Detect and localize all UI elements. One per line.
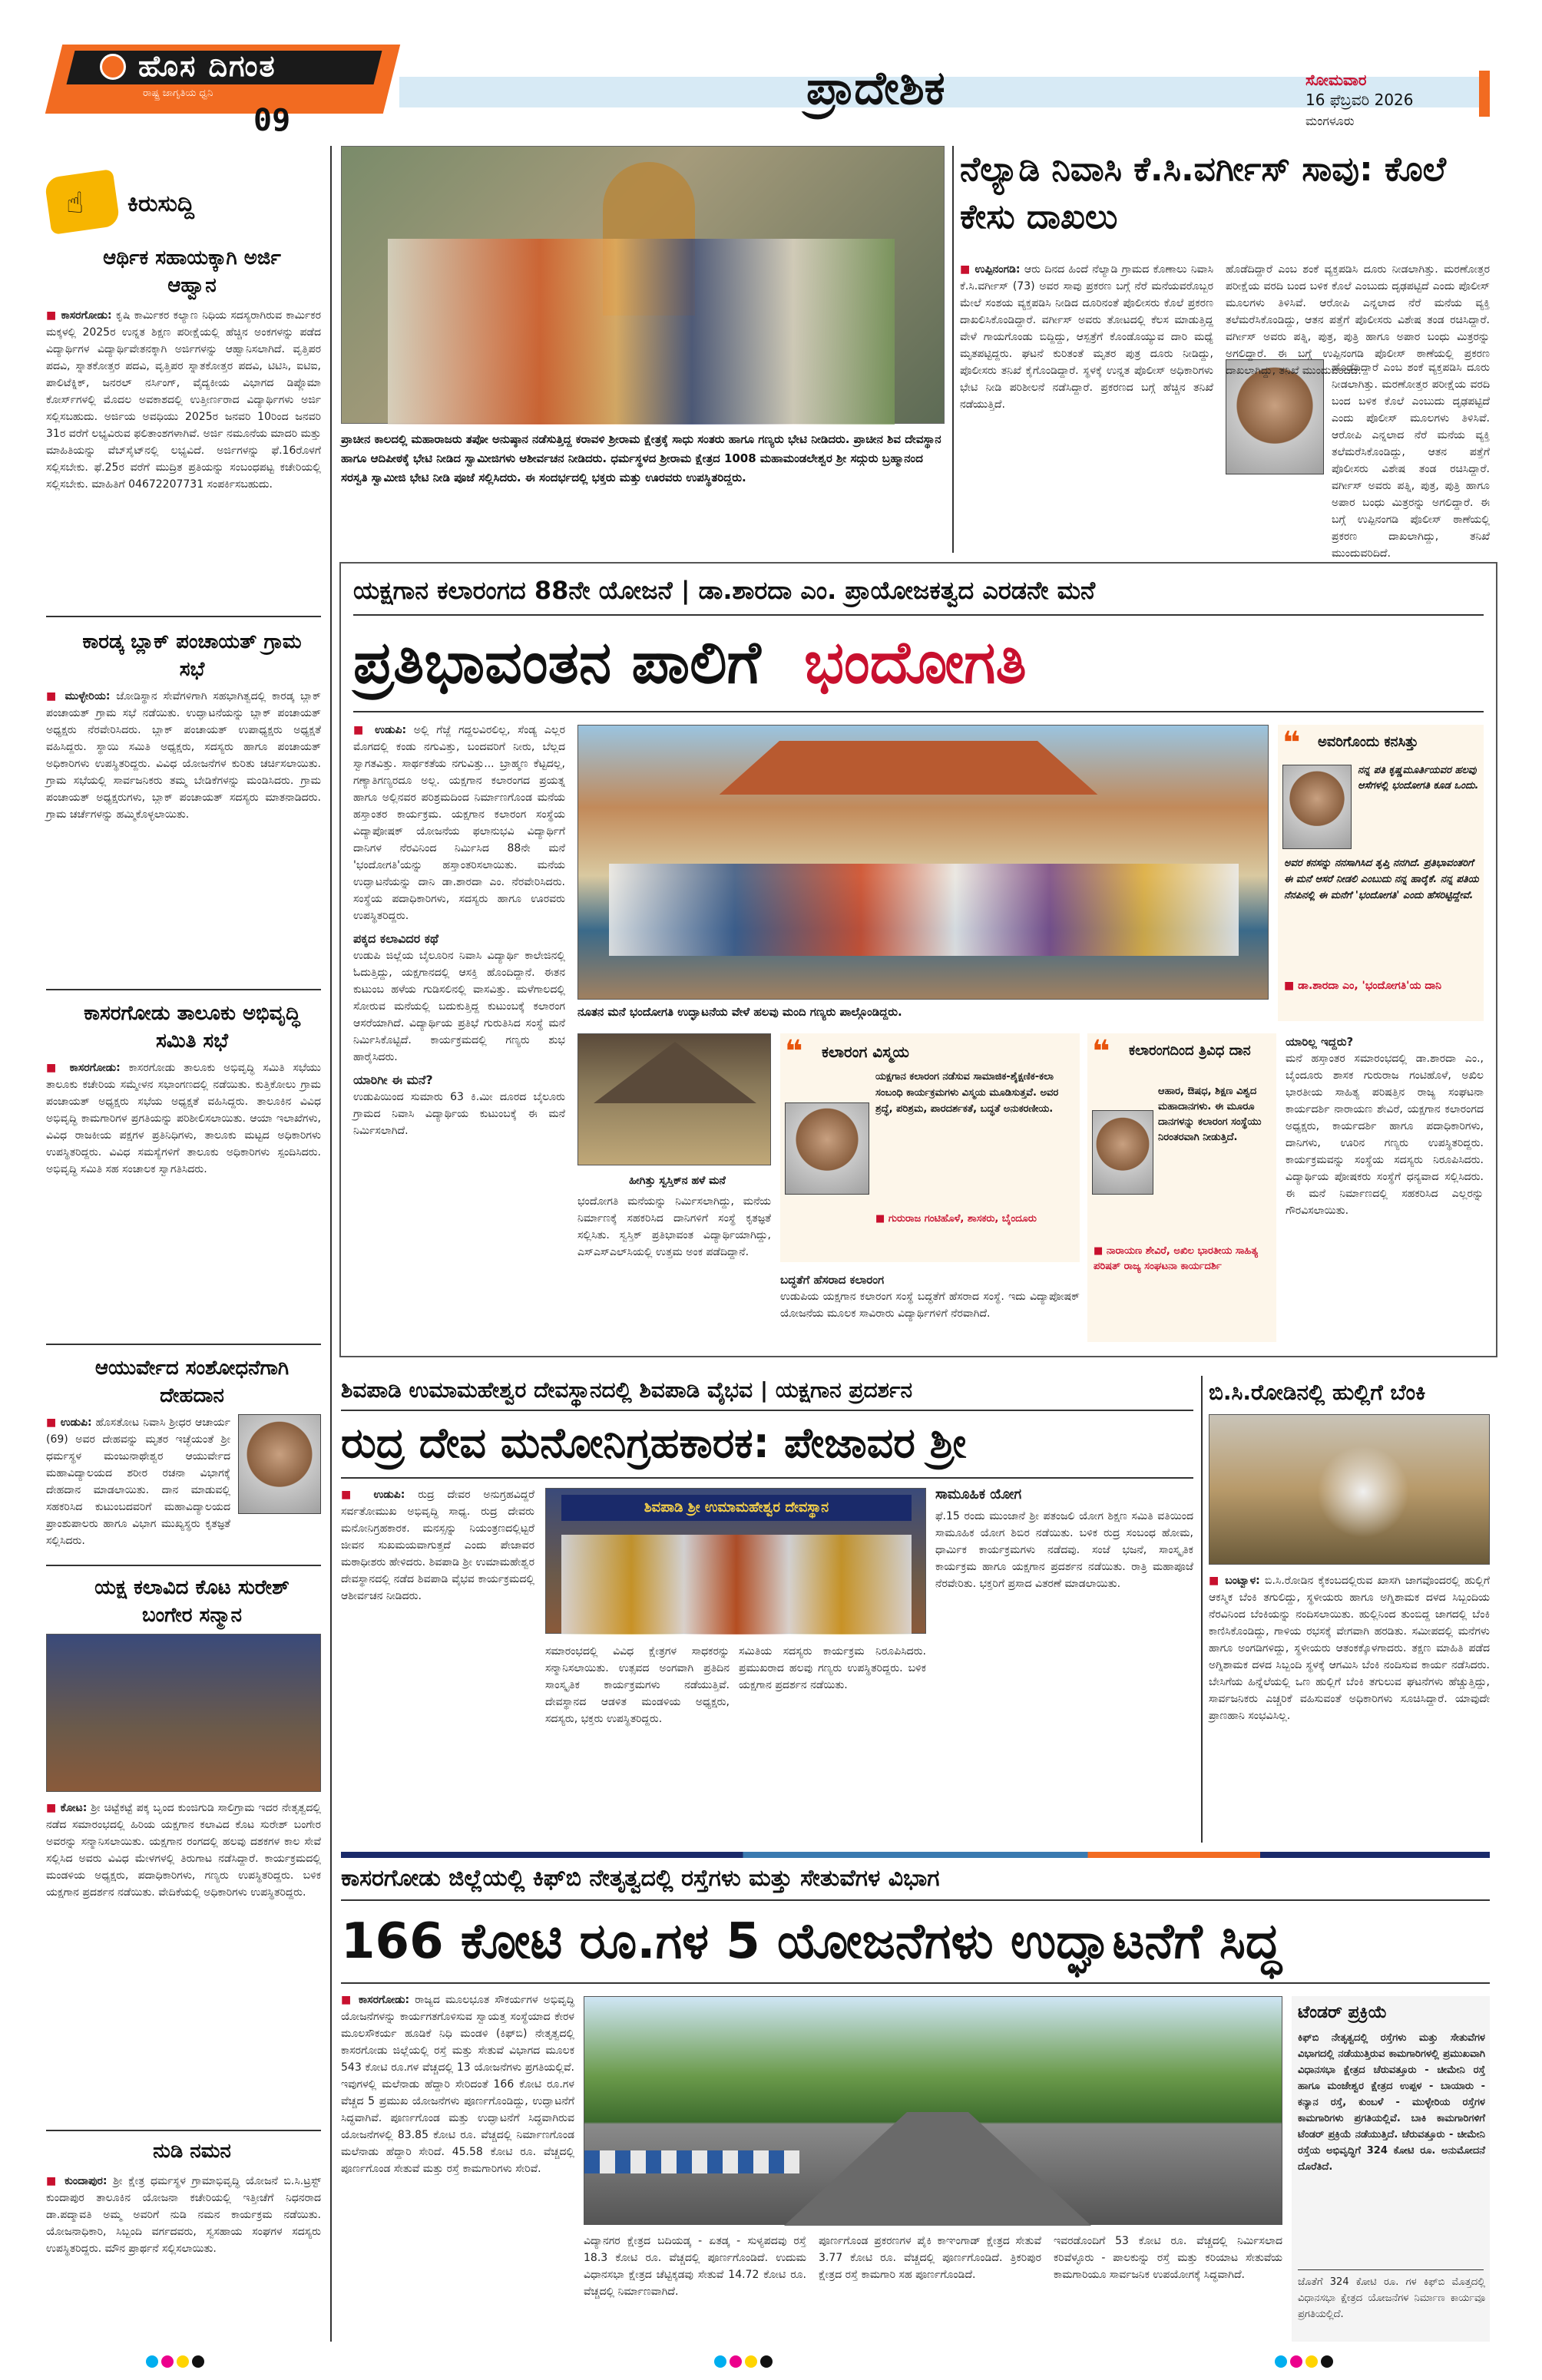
brief-title: ಯಕ್ಷ ಕಲಾವಿದ ಕೊಟ ಸುರೇಶ್ ಬಂಗೇರ ಸನ್ಮಾನ bbox=[94, 1576, 290, 1627]
bhandogathi-col4-sub: ಯಾರಿಲ್ಲ ಇದ್ದರು? bbox=[1286, 1035, 1354, 1049]
smoke bbox=[1317, 1446, 1409, 1538]
kicker-rule bbox=[353, 614, 1484, 616]
bc-road-text: ಬಿ.ಸಿ.ರೋಡಿನ ಕೈಕಂಬದಲ್ಲಿರುವ ಖಾಸಗಿ ಜಾಗವೊಂದರಲ್ಲಿ ಹುಲ್ಲಿಗೆ ಆಕಸ್ಮಿಕ ಬೆಂಕಿ ತಗುಲಿದ್ದು, ಸ್ಥಳೀಯರು ಹಾಗೂ ಅಗ್ನಿಶಾಮಕ ದಳದ ಸಿಬ್ಬಂದಿಯ ನೆರವಿನಿಂದ ಬೆಂಕಿಯನ್ನು ನಂದಿಸಲಾಯಿತು. ಹುಲ್ಲಿನಿಂದ ತುಂಬಿದ್ದ ಜಾಗದಲ್ಲಿ ಬೆಂಕಿ ಕಾಣಿಸಿಕೊಂಡಿದ್ದು, ಗಾಳಿಯ ರಭಸಕ್ಕೆ ವೇಗವಾಗಿ ಹರಡಿತು. ಸಮೀಪದಲ್ಲಿ ಮನೆಗಳು ಹಾಗೂ ಅಂಗಡಿಗಳಿದ್ದು, ಸ್ಥಳೀಯರು ಆತಂಕಕ್ಕೊಳಗಾದರು. ತಕ್ಷಣ ಮಾಹಿತಿ ಪಡೆದ ಅಗ್ನಿಶಾಮಕ ದಳದ ಸಿಬ್ಬಂದಿ ಸ್ಥಳಕ್ಕೆ ಆಗಮಿಸಿ ಬೆಂಕಿ ನಂದಿಸುವ ಕಾರ್ಯ ನಡೆಸಿದರು. ಬೇಸಿಗೆಯ ಹಿನ್ನೆಲೆಯಲ್ಲಿ ಒಣ ಹುಲ್ಲಿಗೆ ಬೆಂಕಿ ತಗುಲುವ ಘಟನೆಗಳು ಹೆಚ್ಚುತ್ತಿದ್ದು, ಸಾರ್ವಜನಿಕರು ಎಚ್ಚರಿಕೆ ವಹಿಸುವಂತೆ ಅಧಿಕಾರಿಗಳು ಸೂಚಿಸಿದ್ದಾರೆ. ಯಾವುದೇ ಪ್ರಾಣಹಾನಿ ಸಂಭವಿಸಿಲ್ಲ. bbox=[1209, 1575, 1490, 1722]
brief-title: ಆರ್ಥಿಕ ಸಹಾಯಕ್ಕಾಗಿ ಅರ್ಜಿ ಆಹ್ವಾನ bbox=[103, 246, 281, 297]
column-divider bbox=[330, 146, 332, 2342]
brief-body: ■ ಕೋಟ: ಶ್ರೀ ಚಿಟ್ಟೆಕಟ್ಟೆ ಪಕ್ಕ ಬೃಂದ ಕುಂಜಿಗುಡಿ ಸಾಲಿಗ್ರಾಮ ಇದರ ನೇತೃತ್ವದಲ್ಲಿ ನಡೆದ ಸಮಾರಂಭದಲ್ಲಿ ಹಿರಿಯ ಯಕ್ಷಗಾನ ಕಲಾವಿದ ಕೊಟ ಸುರೇಶ್ ಬಂಗೇರ ಅವರನ್ನು ಸನ್ಮಾನಿಸಲಾಯಿತು. ಯಕ್ಷಗಾನ ರಂಗದಲ್ಲಿ ಹಲವು ದಶಕಗಳ ಕಾಲ ಸೇವೆ ಸಲ್ಲಿಸಿದ ಅವರು ವಿವಿಧ ಮೇಳಗಳಲ್ಲಿ ತಿರುಗಾಟ ನಡೆಸಿದ್ದಾರೆ. ಕಾರ್ಯಕ್ರಮದಲ್ಲಿ ಮಂಡಳಿಯ ಅಧ್ಯಕ್ಷರು, ಪದಾಧಿಕಾರಿಗಳು, ಗಣ್ಯರು ಉಪಸ್ಥಿತರಿದ್ದರು. ಬಳಿಕ ಯಕ್ಷಗಾನ ಪ್ರದರ್ಶನ ನಡೆಯಿತು. ವೇದಿಕೆಯಲ್ಲಿ ಅಧಿಕಾರಿಗಳು ಉಪಸ್ಥಿತರಿದ್ದರು. bbox=[46, 1802, 322, 1899]
shivapadi-body-col4 bbox=[935, 1486, 1193, 1840]
box2-author: ■ ನಾರಾಯಣ ಶೇವಿರೆ, ಅಖಿಲ ಭಾರತೀಯ ಸಾಹಿತ್ಯ ಪರಿಷತ್ ರಾಜ್ಯ ಸಂಘಟನಾ ಕಾರ್ಯದರ್ಶಿ bbox=[1094, 1245, 1259, 1272]
masthead-orange-tab bbox=[1479, 71, 1490, 117]
house-roof bbox=[693, 741, 1123, 795]
bhandogathi-kicker: ಯಕ್ಷಗಾನ ಕಲಾರಂಗದ 88ನೇ ಯೋಜನೆ | ಡಾ.ಶಾರದಾ ಎಂ. ಪ್ರಾಯೋಜಕತ್ವದ ಎರಡನೇ ಮನೆ bbox=[353, 576, 1096, 605]
brief-place: ಕೋಟ: bbox=[60, 1802, 88, 1814]
kicker-rule bbox=[341, 1899, 1490, 1901]
shivapadi-place: ಉಡುಪಿ: bbox=[373, 1489, 405, 1501]
kicker-rule bbox=[341, 1410, 1193, 1411]
headline-rule bbox=[341, 1477, 1193, 1479]
cyan-dot bbox=[714, 2355, 726, 2368]
shivapadi-text1: ರುದ್ರ ದೇವರ ಅನುಗ್ರಹವಿದ್ದರೆ ಸರ್ವತೋಮುಖ ಅಭಿವೃದ್ಧಿ ಸಾಧ್ಯ. ರುದ್ರ ದೇವರು ಮನೋನಿಗ್ರಹಕಾರಕ. ಮನಸ್ಸನ್ನು ನಿಯಂತ್ರಣದಲ್ಲಿಟ್ಟರೆ ಜೀವನ ಸುಖಮಯವಾಗುತ್ತದೆ ಎಂದು ಪೇಜಾವರ ಮಠಾಧೀಶರು ಹೇಳಿದರು. ಶಿವಪಾಡಿ ಶ್ರೀ ಉಮಾಮಹೇಶ್ವರ ದೇವಸ್ಥಾನದಲ್ಲಿ ನಡೆದ ಶಿವಪಾಡಿ ವೈಭವ ಕಾರ್ಯಕ್ರಮದಲ್ಲಿ ಆಶೀರ್ವಚನ ನೀಡಿದರು. bbox=[341, 1489, 535, 1602]
cyan-dot bbox=[146, 2355, 158, 2368]
bc-road-place: ಬಂಟ್ವಾಳ: bbox=[1225, 1575, 1260, 1587]
bhandogathi-sub3: ಬದ್ಧತೆಗೆ ಹೆಸರಾದ ಕಲಾರಂಗ bbox=[780, 1273, 885, 1287]
varghese-body-col1: ■ ಉಪ್ಪಿನಂಗಡಿ: ಆರು ದಿನದ ಹಿಂದೆ ನೆಲ್ಯಾಡಿ ಗ್ರಾಮದ ಕೊಣಾಲು ನಿವಾಸಿ ಕೆ.ಸಿ.ವರ್ಗೀಸ್ (73) ಅವರ ಸಾವು ಪ್ರಕರಣ ಬಗ್ಗೆ ನೆರೆ ಮನೆಯವರೊಬ್ಬರ ಮೇಲೆ ಸಂಶಯ ವ್ಯಕ್ತಪಡಿಸಿ ನೀಡಿದ ದೂರಿನಂತೆ ಪೊಲೀಸರು ಕೊಲೆ ಪ್ರಕರಣ ದಾಖಲಿಸಿಕೊಂಡಿದ್ದಾರೆ. ವರ್ಗೀಸ್ ಅವರು ತೋಟದಲ್ಲಿ ಕೆಲಸ ಮಾಡುತ್ತಿದ್ದ ವೇಳೆ ಗಾಯಗೊಂಡು ಬಿದ್ದಿದ್ದು, ಆಸ್ಪತ್ರೆಗೆ ಕೊಂಡೊಯ್ಯುವ ದಾರಿ ಮಧ್ಯೆ ಮೃತಪಟ್ಟಿದ್ದರು. ಘಟನೆ ಕುರಿತಂತೆ ಮೃತರ ಪುತ್ರ ದೂರು ನೀಡಿದ್ದು, ಪೊಲೀಸರು ತನಿಖೆ ಕೈಗೊಂಡಿದ್ದಾರೆ. ಸ್ಥಳಕ್ಕೆ ಉನ್ನತ ಪೊಲೀಸ್ ಅಧಿಕಾರಿಗಳು ಭೇಟಿ ನೀಡಿ ಪರಿಶೀಲನೆ ನಡೆಸಿದ್ದಾರೆ. ಪ್ರಕರಣದ ಬಗ್ಗೆ ಹೆಚ್ಚಿನ ತನಿಖೆ ನಡೆಯುತ್ತಿದೆ. bbox=[960, 263, 1214, 411]
varghese-headline: ನೆಲ್ಯಾಡಿ ನಿವಾಸಿ ಕೆ.ಸಿ.ವರ್ಗೀಸ್ ಸಾವು: ಕೊಲೆ ಕೇಸು ದಾಖಲು bbox=[960, 150, 1446, 236]
bridge-railing bbox=[584, 2150, 799, 2173]
divider bbox=[46, 1344, 321, 1345]
section-title: ಪ್ರಾದೇಶಿಕ bbox=[806, 61, 945, 115]
black-dot bbox=[760, 2355, 773, 2368]
pointing-hand-icon: ☝ bbox=[66, 186, 84, 220]
print-marks-right bbox=[1275, 2355, 1336, 2371]
kiifb-headline: 166 ಕೋಟಿ ರೂ.ಗಳ 5 ಯೋಜನೆಗಳು ಉದ್ಘಾಟನೆಗೆ ಸಿದ್ಧ bbox=[341, 1913, 1282, 1970]
temple-visit-caption: ಪ್ರಾಚೀನ ಕಾಲದಲ್ಲಿ ಮಹಾರಾಜರು ತಪೋ ಅನುಷ್ಠಾನ ನಡೆಸುತ್ತಿದ್ದ ಕರಾವಳಿ ಶ್ರೀರಾಮ ಕ್ಷೇತ್ರಕ್ಕೆ ಸಾಧು ಸಂತರು ಹಾಗೂ ಗಣ್ಯರು ಭೇಟಿ ನೀಡಿದರು. ಪ್ರಾಚೀನ ಶಿವ ದೇವಸ್ಥಾನ ಹಾಗೂ ಆದಿಪೀಠಕ್ಕೆ ಭೇಟಿ ನೀಡಿದ ಸ್ವಾಮೀಜಿಗಳು ಆಶೀರ್ವಚನ ನೀಡಿದರು. ಧರ್ಮಸ್ಥಳದ ಶ್ರೀರಾಮ ಕ್ಷೇತ್ರದ 1008 ಮಹಾಮಂಡಲೇಶ್ವರ ಶ್ರೀ ಸದ್ಗುರು ಬ್ರಹ್ಮಾನಂದ ಸರಸ್ವತಿ ಸ್ವಾಮೀಜಿ ಭೇಟಿ ನೀಡಿ ಪೂಜೆ ಸಲ್ಲಿಸಿದರು. ಈ ಸಂದರ್ಭದಲ್ಲಿ ಭಕ್ತರು ಮತ್ತು ಊರವರು ಉಪಸ್ಥಿತರಿದ್ದರು. bbox=[341, 432, 941, 484]
donor-quote-body: ಅವರ ಕನಸನ್ನು ನನಸಾಗಿಸಿದ ತೃಪ್ತಿ ನನಗಿದೆ. ಪ್ರತಿಭಾವಂತರಿಗೆ ಈ ಮನೆ ಆಸರೆ ನೀಡಲಿ ಎಂಬುದು ನನ್ನ ಹಾರೈಕೆ. ನನ್ನ ಪತಿಯ ನೆನಪಿನಲ್ಲಿ ಈ ಮನೆಗೆ 'ಭಂದೋಗತಿ' ಎಂದು ಹೆಸರಿಟ್ಟಿದ್ದೇವೆ. bbox=[1284, 858, 1479, 901]
bhandogathi-body-col4 bbox=[1286, 1033, 1484, 1347]
shivapadi-body-col2: ಸಮಾರಂಭದಲ್ಲಿ ವಿವಿಧ ಕ್ಷೇತ್ರಗಳ ಸಾಧಕರನ್ನು ಸನ್ಮಾನಿಸಲಾಯಿತು. ಉತ್ಸವದ ಅಂಗವಾಗಿ ಪ್ರತಿದಿನ ಸಾಂಸ್ಕೃತಿಕ ಕಾರ್ಯಕ್ರಮಗಳು ನಡೆಯುತ್ತಿವೆ. ದೇವಸ್ಥಾನದ ಆಡಳಿತ ಮಂಡಳಿಯ ಅಧ್ಯಕ್ಷರು, ಸದಸ್ಯರು, ಭಕ್ತರು ಉಪಸ್ಥಿತರಿದ್ದರು. bbox=[545, 1645, 730, 1725]
headline-black: ಪ್ರತಿಭಾವಂತನ ಪಾಲಿಗೆ bbox=[353, 628, 761, 696]
shivapadi-text4: ಫೆ.15 ರಂದು ಮುಂಜಾನೆ ಶ್ರೀ ಪತಂಜಲಿ ಯೋಗ ಶಿಕ್ಷಣ ಸಮಿತಿ ವತಿಯಿಂದ ಸಾಮೂಹಿಕ ಯೋಗ ಶಿಬಿರ ನಡೆಯಿತು. ಬಳಿಕ ರುದ್ರ ಸಂಬಂಧ ಹೋಮ, ಧಾರ್ಮಿಕ ಕಾರ್ಯಕ್ರಮಗಳು ನಡೆದವು. ಸಂಜೆ ಭಜನೆ, ಸಾಂಸ್ಕೃತಿಕ ಕಾರ್ಯಕ್ರಮ ಹಾಗೂ ಯಕ್ಷಗಾನ ಪ್ರದರ್ಶನ ನಡೆಯಿತು. ರಾತ್ರಿ ಮಹಾಪೂಜೆ ನೆರವೇರಿತು. ಭಕ್ತರಿಗೆ ಪ್ರಸಾದ ವಿತರಣೆ ಮಾಡಲಾಯಿತು. bbox=[935, 1510, 1193, 1590]
stage-people bbox=[561, 1535, 912, 1635]
print-marks-left bbox=[146, 2355, 207, 2371]
divider bbox=[46, 2130, 321, 2131]
felicitation-photo bbox=[46, 1634, 321, 1792]
divider bbox=[46, 616, 321, 617]
bc-road-headline: ಬಿ.ಸಿ.ರೋಡಿನಲ್ಲಿ ಹುಲ್ಲಿಗೆ ಬೆಂಕಿ bbox=[1209, 1380, 1426, 1405]
road-surface bbox=[784, 2112, 1091, 2226]
bhandogathi-sub1: ಪಕ್ಕದ ಕಲಾವಿದರ ಕಥೆ bbox=[353, 931, 438, 946]
old-hut-caption: ಹೀಗಿತ್ತು ಸ್ವಸ್ತಿಕ್‌ನ ಹಳೆ ಮನೆ bbox=[629, 1175, 726, 1187]
bhandogathi-text-col3b: ಉಡುಪಿಯ ಯಕ್ಷಗಾನ ಕಲಾರಂಗ ಸಂಸ್ಥೆ ಬದ್ಧತೆಗೆ ಹೆಸರಾದ ಸಂಸ್ಥೆ. ಇದು ವಿದ್ಯಾಪೋಷಕ್ ಯೋಜನೆಯ ಮೂಲಕ ಸಾವಿರಾರು ವಿದ್ಯಾರ್ಥಿಗಳಿಗೆ ನೆರವಾಗಿದೆ. bbox=[780, 1291, 1080, 1320]
brief-title: ಕಾಸರಗೋಡು ತಾಲೂಕು ಅಭಿವೃದ್ಧಿ ಸಮಿತಿ ಸಭೆ bbox=[84, 1002, 300, 1053]
kiifb-body-col2: ವಿದ್ಯಾನಗರ ಕ್ಷೇತ್ರದ ಬದಿಯಡ್ಕ - ಏತಡ್ಕ - ಸುಳ್ಯಪದವು ರಸ್ತೆ 18.3 ಕೋಟಿ ರೂ. ವೆಚ್ಚದಲ್ಲಿ ಪೂರ್ಣಗೊಂಡಿದೆ. ಉದುಮ ವಿಧಾನಸಭಾ ಕ್ಷೇತ್ರದ ಚೆಟ್ಟಿಕ್ಕಡವು ಸೇತುವೆ 14.72 ಕೋಟಿ ರೂ. ವೆಚ್ಚದಲ್ಲಿ ನಿರ್ಮಾಣವಾಗಿದೆ. bbox=[584, 2235, 806, 2298]
old-hut-photo bbox=[577, 1033, 771, 1165]
kiifb-body-col1: ■ ಕಾಸರಗೋಡು: ರಾಜ್ಯದ ಮೂಲಭೂತ ಸೌಕರ್ಯಗಳ ಅಭಿವೃದ್ಧಿ ಯೋಜನೆಗಳನ್ನು ಕಾರ್ಯಗತಗೊಳಿಸುವ ಸ್ವಾಯತ್ತ ಸಂಸ್ಥೆಯಾದ ಕೇರಳ ಮೂಲಸೌಕರ್ಯ ಹೂಡಿಕೆ ನಿಧಿ ಮಂಡಳಿ (ಕಿಫ್‌ಬಿ) ನೇತೃತ್ವದಲ್ಲಿ ಕಾಸರಗೋಡು ಜಿಲ್ಲೆಯಲ್ಲಿ ರಸ್ತೆ ಮತ್ತು ಸೇತುವೆ ವಿಭಾಗದ ಮೂಲಕ 543 ಕೋಟಿ ರೂ.ಗಳ ವೆಚ್ಚದಲ್ಲಿ 13 ಯೋಜನೆಗಳು ಪ್ರಗತಿಯಲ್ಲಿವೆ. ಇವುಗಳಲ್ಲಿ ಮಲೆನಾಡು ಹೆದ್ದಾರಿ ಸೇರಿದಂತೆ 166 ಕೋಟಿ ರೂ.ಗಳ ವೆಚ್ಚದ 5 ಪ್ರಮುಖ ಯೋಜನೆಗಳು ಪೂರ್ಣಗೊಂಡಿದ್ದು, ಉದ್ಘಾಟನೆಗೆ ಸಿದ್ಧವಾಗಿವೆ. ಪೂರ್ಣಗೊಂಡ ಮತ್ತು ಉದ್ಘಾಟನೆಗೆ ಸಿದ್ಧವಾಗಿರುವ ಯೋಜನೆಗಳಲ್ಲಿ 83.85 ಕೋಟಿ ರೂ. ವೆಚ್ಚದಲ್ಲಿ ನಿರ್ಮಾಣಗೊಂಡ ಮಲೆನಾಡು ಹೆದ್ದಾರಿ ಸೇರಿದೆ. 45.58 ಕೋಟಿ ರೂ. ವೆಚ್ಚದಲ್ಲಿ ಪೂರ್ಣಗೊಂಡ ಸೇತುವೆ ಮತ್ತು ರಸ್ತೆ ಕಾಮಗಾರಿಗಳು ಸೇರಿವೆ. bbox=[341, 1994, 575, 2175]
print-marks-center bbox=[714, 2355, 776, 2371]
column-divider bbox=[952, 146, 954, 553]
trividha-dana-box bbox=[1087, 1033, 1276, 1342]
brief-place: ಉಡುಪಿ: bbox=[60, 1416, 92, 1429]
box1-portrait bbox=[785, 1102, 869, 1195]
box2-body: ಆಹಾರ, ಔಷಧ, ಶಿಕ್ಷಣ ವಿಶ್ವದ ಮಹಾದಾನಗಳು. ಈ ಮೂರೂ ದಾನಗಳನ್ನು ಕಲಾರಂಗ ಸಂಸ್ಥೆಯು ನಿರಂತರವಾಗಿ ನೀಡುತ್ತಿದೆ. bbox=[1158, 1086, 1262, 1143]
paper-tagline: ರಾಷ್ಟ್ರ ಜಾಗೃತಿಯ ಧ್ವನಿ bbox=[143, 88, 213, 99]
kirusuddi-column bbox=[46, 146, 321, 2342]
bhandogathi-body-col1: ■ ಉಡುಪಿ: ಅಲ್ಲಿ ಗೆಜ್ಜೆ ಗದ್ದಲವಿರಲಿಲ್ಲ, ಸೆಂಡ್ಯ ಎಲ್ಲರ ಮೊಗದಲ್ಲಿ ಕಂಡು ನಗುವಿತ್ತು, ಬಂದವರಿಗೆ ನೀರು, ಬೆಲ್ಲದ ಸ್ವಾಗತವಿತ್ತು. ಸಾರ್ಥಕತೆಯ ನಗುವಿತ್ತು... ಬ್ರಾಹ್ಮಣ ಕೆಟ್ಟದಲ್ಲ, ಗಣ್ಯಾತಿಗಣ್ಯರದೂ ಅಲ್ಲ. ಯಕ್ಷಗಾನ ಕಲಾರಂಗದ ಪ್ರಯತ್ನ ಹಾಗೂ ಅಲ್ಲಿನವರ ಪರಿಶ್ರಮದಿಂದ ನಿರ್ಮಾಣಗೊಂಡ ಮನೆಯ ಹಸ್ತಾಂತರ ಕಾರ್ಯಕ್ರಮ. ಯಕ್ಷಗಾನ ಕಲಾರಂಗ ಸಂಸ್ಥೆಯ ವಿದ್ಯಾಪೋಷಕ್ ಯೋಜನೆಯ ಫಲಾನುಭವಿ ವಿದ್ಯಾರ್ಥಿಗೆ ದಾನಿಗಳ ನೆರವಿನಿಂದ ನಿರ್ಮಿಸಿದ 88ನೇ ಮನೆ 'ಭಂದೋಗತಿ'ಯನ್ನು ಹಸ್ತಾಂತರಿಸಲಾಯಿತು. ಮನೆಯ ಉದ್ಘಾಟನೆಯನ್ನು ದಾನಿ ಡಾ.ಶಾರದಾ ಎಂ. ನೆರವೇರಿಸಿದರು. ಸಂಸ್ಥೆಯ ಪದಾಧಿಕಾರಿಗಳು, ಸದಸ್ಯರು ಹಾಗೂ ಊರವರು ಉಪಸ್ಥಿತರಿದ್ದರು. ಪಕ್ಕದ ಕಲಾವಿದರ ಕಥೆ ಉಡುಪಿ ಜಿಲ್ಲೆಯ ಬೈಲೂರಿನ ನಿವಾಸಿ ವಿದ್ಯಾರ್ಥಿ ಕಾಲೇಜಿನಲ್ಲಿ ಓದುತ್ತಿದ್ದು, ಯಕ್ಷಗಾನದಲ್ಲಿ ಆಸಕ್ತಿ ಹೊಂದಿದ್ದಾನೆ. ಈತನ ಕುಟುಂಬ ಹಳೆಯ ಗುಡಿಸಲಿನಲ್ಲಿ ವಾಸವಿತ್ತು. ಮಳೆಗಾಲದಲ್ಲಿ ಸೋರುವ ಮನೆಯಲ್ಲಿ ಬದುಕುತ್ತಿದ್ದ ಕುಟುಂಬಕ್ಕೆ ಕಲಾರಂಗ ಆಸರೆಯಾಗಿದೆ. ವಿದ್ಯಾರ್ಥಿಯ ಪ್ರತಿಭೆ ಗುರುತಿಸಿದ ಸಂಸ್ಥೆ ಮನೆ ನಿರ್ಮಿಸಿಕೊಟ್ಟಿದೆ. ಕಾರ್ಯಕ್ರಮದಲ್ಲಿ ಗಣ್ಯರು ಶುಭ ಹಾರೈಸಿದರು. ಯಾರಿಗೀ ಈ ಮನೆ? ಉಡುಪಿಯಿಂದ ಸುಮಾರು 63 ಕಿ.ಮೀ ದೂರದ ಬೈಲೂರು ಗ್ರಾಮದ ನಿವಾಸಿ ವಿದ್ಯಾರ್ಥಿಯ ಕುಟುಂಬಕ್ಕೆ ಈ ಮನೆ ನಿರ್ಮಿಸಲಾಗಿದೆ. bbox=[353, 722, 565, 1333]
varghese-text1: ಆರು ದಿನದ ಹಿಂದೆ ನೆಲ್ಯಾಡಿ ಗ್ರಾಮದ ಕೊಣಾಲು ನಿವಾಸಿ ಕೆ.ಸಿ.ವರ್ಗೀಸ್ (73) ಅವರ ಸಾವು ಪ್ರಕರಣ ಬಗ್ಗೆ ನೆರೆ ಮನೆಯವರೊಬ್ಬರ ಮೇಲೆ ಸಂಶಯ ವ್ಯಕ್ತಪಡಿಸಿ ನೀಡಿದ ದೂರಿನಂತೆ ಪೊಲೀಸರು ಕೊಲೆ ಪ್ರಕರಣ ದಾಖಲಿಸಿಕೊಂಡಿದ್ದಾರೆ. ವರ್ಗೀಸ್ ಅವರು ತೋಟದಲ್ಲಿ ಕೆಲಸ ಮಾಡುತ್ತಿದ್ದ ವೇಳೆ ಗಾಯಗೊಂಡು ಬಿದ್ದಿದ್ದು, ಆಸ್ಪತ್ರೆಗೆ ಕೊಂಡೊಯ್ಯುವ ದಾರಿ ಮಧ್ಯೆ ಮೃತಪಟ್ಟಿದ್ದರು. ಘಟನೆ ಕುರಿತಂತೆ ಮೃತರ ಪುತ್ರ ದೂರು ನೀಡಿದ್ದು, ಪೊಲೀಸರು ತನಿಖೆ ಕೈಗೊಂಡಿದ್ದಾರೆ. ಸ್ಥಳಕ್ಕೆ ಉನ್ನತ ಪೊಲೀಸ್ ಅಧಿಕಾರಿಗಳು ಭೇಟಿ ನೀಡಿ ಪರಿಶೀಲನೆ ನಡೆಸಿದ್ದಾರೆ. ಪ್ರಕರಣದ ಬಗ್ಗೆ ಹೆಚ್ಚಿನ ತನಿಖೆ ನಡೆಯುತ್ತಿದೆ. bbox=[960, 263, 1214, 411]
kiifb-text1: ರಾಜ್ಯದ ಮೂಲಭೂತ ಸೌಕರ್ಯಗಳ ಅಭಿವೃದ್ಧಿ ಯೋಜನೆಗಳನ್ನು ಕಾರ್ಯಗತಗೊಳಿಸುವ ಸ್ವಾಯತ್ತ ಸಂಸ್ಥೆಯಾದ ಕೇರಳ ಮೂಲಸೌಕರ್ಯ ಹೂಡಿಕೆ ನಿಧಿ ಮಂಡಳಿ (ಕಿಫ್‌ಬಿ) ನೇತೃತ್ವದಲ್ಲಿ ಕಾಸರಗೋಡು ಜಿಲ್ಲೆಯಲ್ಲಿ ರಸ್ತೆ ಮತ್ತು ಸೇತುವೆ ವಿಭಾಗದ ಮೂಲಕ 543 ಕೋಟಿ ರೂ.ಗಳ ವೆಚ್ಚದಲ್ಲಿ 13 ಯೋಜನೆಗಳು ಪ್ರಗತಿಯಲ್ಲಿವೆ. ಇವುಗಳಲ್ಲಿ ಮಲೆನಾಡು ಹೆದ್ದಾರಿ ಸೇರಿದಂತೆ 166 ಕೋಟಿ ರೂ.ಗಳ ವೆಚ್ಚದ 5 ಪ್ರಮುಖ ಯೋಜನೆಗಳು ಪೂರ್ಣಗೊಂಡಿದ್ದು, ಉದ್ಘಾಟನೆಗೆ ಸಿದ್ಧವಾಗಿವೆ. ಪೂರ್ಣಗೊಂಡ ಮತ್ತು ಉದ್ಘಾಟನೆಗೆ ಸಿದ್ಧವಾಗಿರುವ ಯೋಜನೆಗಳಲ್ಲಿ 83.85 ಕೋಟಿ ರೂ. ವೆಚ್ಚದಲ್ಲಿ ನಿರ್ಮಾಣಗೊಂಡ ಮಲೆನಾಡು ಹೆದ್ದಾರಿ ಸೇರಿದೆ. 45.58 ಕೋಟಿ ರೂ. ವೆಚ್ಚದಲ್ಲಿ ಪೂರ್ಣಗೊಂಡ ಸೇತುವೆ ಮತ್ತು ರಸ್ತೆ ಕಾಮಗಾರಿಗಳು ಸೇರಿವೆ. bbox=[341, 1994, 575, 2175]
issue-day: ಸೋಮವಾರ bbox=[1305, 71, 1367, 89]
bc-road-body: ■ ಬಂಟ್ವಾಳ: ಬಿ.ಸಿ.ರೋಡಿನ ಕೈಕಂಬದಲ್ಲಿರುವ ಖಾಸಗಿ ಜಾಗವೊಂದರಲ್ಲಿ ಹುಲ್ಲಿಗೆ ಆಕಸ್ಮಿಕ ಬೆಂಕಿ ತಗುಲಿದ್ದು, ಸ್ಥಳೀಯರು ಹಾಗೂ ಅಗ್ನಿಶಾಮಕ ದಳದ ಸಿಬ್ಬಂದಿಯ ನೆರವಿನಿಂದ ಬೆಂಕಿಯನ್ನು ನಂದಿಸಲಾಯಿತು. ಹುಲ್ಲಿನಿಂದ ತುಂಬಿದ್ದ ಜಾಗದಲ್ಲಿ ಬೆಂಕಿ ಕಾಣಿಸಿಕೊಂಡಿದ್ದು, ಗಾಳಿಯ ರಭಸಕ್ಕೆ ವೇಗವಾಗಿ ಹರಡಿತು. ಸಮೀಪದಲ್ಲಿ ಮನೆಗಳು ಹಾಗೂ ಅಂಗಡಿಗಳಿದ್ದು, ಸ್ಥಳೀಯರು ಆತಂಕಕ್ಕೊಳಗಾದರು. ತಕ್ಷಣ ಮಾಹಿತಿ ಪಡೆದ ಅಗ್ನಿಶಾಮಕ ದಳದ ಸಿಬ್ಬಂದಿ ಸ್ಥಳಕ್ಕೆ ಆಗಮಿಸಿ ಬೆಂಕಿ ನಂದಿಸುವ ಕಾರ್ಯ ನಡೆಸಿದರು. ಬೇಸಿಗೆಯ ಹಿನ್ನೆಲೆಯಲ್ಲಿ ಒಣ ಹುಲ್ಲಿಗೆ ಬೆಂಕಿ ತಗುಲುವ ಘಟನೆಗಳು ಹೆಚ್ಚುತ್ತಿದ್ದು, ಸಾರ್ವಜನಿಕರು ಎಚ್ಚರಿಕೆ ವಹಿಸುವಂತೆ ಅಧಿಕಾರಿಗಳು ಸೂಚಿಸಿದ್ದಾರೆ. ಯಾವುದೇ ಪ್ರಾಣಹಾನಿ ಸಂಭವಿಸಿಲ್ಲ. bbox=[1209, 1575, 1490, 1722]
box1-title: ಕಲಾರಂಗ ವಿಸ್ಮಯ bbox=[822, 1043, 909, 1061]
brief-body: ■ ಮುಳ್ಳೇರಿಯ: ಜೋಡಿಸ್ಥಾನ ಸೇವೆಗಳಿಗಾಗಿ ಸಹಭಾಗಿತ್ವದಲ್ಲಿ ಕಾರಡ್ಕ ಬ್ಲಾಕ್ ಪಂಚಾಯತ್ ಗ್ರಾಮ ಸಭೆ ನಡೆಯಿತು. ಉದ್ಘಾಟನೆಯನ್ನು ಬ್ಲಾಕ್ ಪಂಚಾಯತ್ ಅಧ್ಯಕ್ಷರು ನೆರವೇರಿಸಿದರು. ಬ್ಲಾಕ್ ಪಂಚಾಯತ್ ಉಪಾಧ್ಯಕ್ಷರು ಅಧ್ಯಕ್ಷತೆ ವಹಿಸಿದ್ದರು. ಸ್ಥಾಯಿ ಸಮಿತಿ ಅಧ್ಯಕ್ಷರು, ಸದಸ್ಯರು ಹಾಗೂ ಪಂಚಾಯತ್ ಅಧಿಕಾರಿಗಳು ಉಪಸ್ಥಿತರಿದ್ದರು. ವಿವಿಧ ಯೋಜನೆಗಳ ಕುರಿತು ಚರ್ಚಿಸಲಾಯಿತು. ಗ್ರಾಮ ಸಭೆಯಲ್ಲಿ ಸಾರ್ವಜನಿಕರು ತಮ್ಮ ಬೇಡಿಕೆಗಳನ್ನು ಮಂಡಿಸಿದರು. ಗ್ರಾಮ ಪಂಚಾಯತ್ ಅಧ್ಯಕ್ಷರುಗಳು, ಬ್ಲಾಕ್ ಪಂಚಾಯತ್ ಸದಸ್ಯರು ಮಾತನಾಡಿದರು. ಗ್ರಾಮ ಚರ್ಚೆಗಳನ್ನು ಹಮ್ಮಿಕೊಳ್ಳಲಾಯಿತು. bbox=[46, 690, 321, 821]
crowd bbox=[609, 864, 1239, 956]
donor-quote-author: ■ ಡಾ.ಶಾರದಾ ಎಂ, 'ಭಂದೋಗತಿ'ಯ ದಾನಿ bbox=[1284, 980, 1442, 992]
bhandogathi-place: ಉಡುಪಿ: bbox=[375, 724, 407, 736]
quote-icon: ❝ bbox=[785, 1034, 803, 1069]
road-bridge-photo bbox=[584, 1996, 1282, 2225]
tender-title: ಟೆಂಡರ್ ಪ್ರಕ್ರಿಯೆ bbox=[1298, 2003, 1388, 2022]
brief-place: ಕುಂದಾಪುರ: bbox=[65, 2175, 108, 2187]
tender-box bbox=[1292, 1996, 1490, 2342]
shivapadi-headline: ರುದ್ರ ದೇವ ಮನೋನಿಗ್ರಹಕಾರಕ: ಪೇಜಾವರ ಶ್ರೀ bbox=[341, 1419, 967, 1467]
kiifb-body-col4: ಇವರಡೊಂದಿಗೆ 53 ಕೋಟಿ ರೂ. ವೆಚ್ಚದಲ್ಲಿ ನಿರ್ಮಿಸಲಾದ ಕರಿವೆಳ್ಳೂರು - ಪಾಲಕುನ್ನು ರಸ್ತೆ ಮತ್ತು ಕರಿಯಾಟ ಸೇತುವೆಯ ಕಾಮಗಾರಿಯೂ ಸಾರ್ವಜನಿಕ ಉಪಯೋಗಕ್ಕೆ ಸಿದ್ಧವಾಗಿದೆ. bbox=[1054, 2235, 1282, 2281]
issue-city: ಮಂಗಳೂರು bbox=[1305, 114, 1355, 128]
box2-title: ಕಲಾರಂಗದಿಂದ ತ್ರಿವಿಧ ದಾನ bbox=[1129, 1043, 1251, 1059]
paper-logo-icon bbox=[100, 54, 126, 80]
grass-fire-photo bbox=[1209, 1414, 1490, 1565]
yellow-dot bbox=[1305, 2355, 1318, 2368]
donor-quote-lead: ನನ್ನ ಪತಿ ಕೃಷ್ಣಮೂರ್ತಿಯವರ ಹಲವು ಆಸೆಗಳಲ್ಲಿ ಭಂದೋಗತಿ ಕೂಡ ಒಂದು. bbox=[1358, 765, 1479, 792]
varghese-body-col2: ಹೊಡೆದಿದ್ದಾರೆ ಎಂಬ ಶಂಕೆ ವ್ಯಕ್ತಪಡಿಸಿ ದೂರು ನೀಡಲಾಗಿತ್ತು. ಮರಣೋತ್ತರ ಪರೀಕ್ಷೆಯ ವರದಿ ಬಂದ ಬಳಿಕ ಕೊಲೆ ಎಂಬುದು ದೃಢಪಟ್ಟಿದೆ ಎಂದು ಪೊಲೀಸ್ ಮೂಲಗಳು ತಿಳಿಸಿವೆ. ಆರೋಪಿ ಎನ್ನಲಾದ ನೆರೆ ಮನೆಯ ವ್ಯಕ್ತಿ ತಲೆಮರೆಸಿಕೊಂಡಿದ್ದು, ಆತನ ಪತ್ತೆಗೆ ಪೊಲೀಸರು ವಿಶೇಷ ತಂಡ ರಚಿಸಿದ್ದಾರೆ. ವರ್ಗೀಸ್ ಅವರು ಪತ್ನಿ, ಪುತ್ರ, ಪುತ್ರಿ ಹಾಗೂ ಅಪಾರ ಬಂಧು ಮಿತ್ರರನ್ನು ಅಗಲಿದ್ದಾರೆ. ಈ ಬಗ್ಗೆ ಉಪ್ಪಿನಂಗಡಿ ಪೊಲೀಸ್ ಠಾಣೆಯಲ್ಲಿ ಪ್ರಕರಣ ದಾಖಲಾಗಿದ್ದು, ತನಿಖೆ ಮುಂದುವರಿದಿದೆ. bbox=[1226, 263, 1490, 377]
divider bbox=[46, 989, 321, 990]
page-number: 09 bbox=[253, 103, 291, 138]
magenta-dot bbox=[161, 2355, 174, 2368]
brief-title: ಕಾರಡ್ಕ ಬ್ಲಾಕ್ ಪಂಚಾಯತ್ ಗ್ರಾಮ ಸಭೆ bbox=[82, 630, 302, 681]
bhandogathi-body-col3: ಭಂದೋಗತಿ ಮನೆಯನ್ನು ನಿರ್ಮಿಸಲಾಗಿದ್ದು, ಮನೆಯ ನಿರ್ಮಾಣಕ್ಕೆ ಸಹಕರಿಸಿದ ದಾನಿಗಳಿಗೆ ಸಂಸ್ಥೆ ಕೃತಜ್ಞತೆ ಸಲ್ಲಿಸಿತು. ಸ್ವಸ್ತಿಕ್ ಪ್ರತಿಭಾವಂತ ವಿದ್ಯಾರ್ಥಿಯಾಗಿದ್ದು, ಎಸ್‌ಎಸ್‌ಎಲ್‌ಸಿಯಲ್ಲಿ ಉತ್ತಮ ಅಂಕ ಪಡೆದಿದ್ದಾನೆ. bbox=[577, 1195, 771, 1258]
bhandogathi-text1: ಅಲ್ಲಿ ಗೆಜ್ಜೆ ಗದ್ದಲವಿರಲಿಲ್ಲ, ಸೆಂಡ್ಯ ಎಲ್ಲರ ಮೊಗದಲ್ಲಿ ಕಂಡು ನಗುವಿತ್ತು, ಬಂದವರಿಗೆ ನೀರು, ಬೆಲ್ಲದ ಸ್ವಾಗತವಿತ್ತು. ಸಾರ್ಥಕತೆಯ ನಗುವಿತ್ತು... ಬ್ರಾಹ್ಮಣ ಕೆಟ್ಟದಲ್ಲ, ಗಣ್ಯಾತಿಗಣ್ಯರದೂ ಅಲ್ಲ. ಯಕ್ಷಗಾನ ಕಲಾರಂಗದ ಪ್ರಯತ್ನ ಹಾಗೂ ಅಲ್ಲಿನವರ ಪರಿಶ್ರಮದಿಂದ ನಿರ್ಮಾಣಗೊಂಡ ಮನೆಯ ಹಸ್ತಾಂತರ ಕಾರ್ಯಕ್ರಮ. ಯಕ್ಷಗಾನ ಕಲಾರಂಗ ಸಂಸ್ಥೆಯ ವಿದ್ಯಾಪೋಷಕ್ ಯೋಜನೆಯ ಫಲಾನುಭವಿ ವಿದ್ಯಾರ್ಥಿಗೆ ದಾನಿಗಳ ನೆರವಿನಿಂದ ನಿರ್ಮಿಸಿದ 88ನೇ ಮನೆ 'ಭಂದೋಗತಿ'ಯನ್ನು ಹಸ್ತಾಂತರಿಸಲಾಯಿತು. ಮನೆಯ ಉದ್ಘಾಟನೆಯನ್ನು ದಾನಿ ಡಾ.ಶಾರದಾ ಎಂ. ನೆರವೇರಿಸಿದರು. ಸಂಸ್ಥೆಯ ಪದಾಧಿಕಾರಿಗಳು, ಸದಸ್ಯರು ಹಾಗೂ ಊರವರು ಉಪಸ್ಥಿತರಿದ್ದರು. bbox=[353, 724, 566, 922]
brief-body: ■ ಉಡುಪಿ: ಹೊಸತೋಟ ನಿವಾಸಿ ಶ್ರೀಧರ ಆಚಾರ್ಯ (69) ಅವರ ದೇಹವನ್ನು ಮೃತರ ಇಚ್ಛೆಯಂತೆ ಶ್ರೀ ಧರ್ಮಸ್ಥಳ ಮಂಜುನಾಥೇಶ್ವರ ಆಯುರ್ವೇದ ಮಹಾವಿದ್ಯಾಲಯದ ಶರೀರ ರಚನಾ ವಿಭಾಗಕ್ಕೆ ದೇಹದಾನ ಮಾಡಲಾಯಿತು. ದಾನ ಮಾಡುವಲ್ಲಿ ಸಹಕರಿಸಿದ ಕುಟುಂಬದವರಿಗೆ ಮಹಾವಿದ್ಯಾಲಯದ ಪ್ರಾಂಶುಪಾಲರು ಹಾಗೂ ವಿಭಾಗ ಮುಖ್ಯಸ್ಥರು ಕೃತಜ್ಞತೆ ಸಲ್ಲಿಸಿದರು. bbox=[46, 1416, 231, 1547]
brief-title: ಆಯುರ್ವೇದ ಸಂಶೋಧನೆಗಾಗಿ ದೇಹದಾನ bbox=[94, 1357, 290, 1407]
yellow-dot bbox=[745, 2355, 757, 2368]
paper-name: ಹೊಸ ದಿಗಂತ bbox=[138, 49, 276, 83]
kiifb-kicker: ಕಾಸರಗೋಡು ಜಿಲ್ಲೆಯಲ್ಲಿ ಕಿಫ್‌ಬಿ ನೇತೃತ್ವದಲ್ಲಿ ರಸ್ತೆಗಳು ಮತ್ತು ಸೇತುವೆಗಳ ವಿಭಾಗ bbox=[341, 1865, 940, 1892]
donor-quote-author-text: ಡಾ.ಶಾರದಾ ಎಂ, 'ಭಂದೋಗತಿ'ಯ ದಾನಿ bbox=[1298, 980, 1442, 992]
kiifb-place: ಕಾಸರಗೋಡು: bbox=[358, 1994, 410, 2006]
bhandogathi-text3: ಉಡುಪಿಯಿಂದ ಸುಮಾರು 63 ಕಿ.ಮೀ ದೂರದ ಬೈಲೂರು ಗ್ರಾಮದ ನಿವಾಸಿ ವಿದ್ಯಾರ್ಥಿಯ ಕುಟುಂಬಕ್ಕೆ ಈ ಮನೆ ನಿರ್ಮಿಸಲಾಗಿದೆ. bbox=[353, 1091, 565, 1137]
column-divider bbox=[1201, 1376, 1203, 1843]
black-dot bbox=[192, 2355, 204, 2368]
magenta-dot bbox=[1290, 2355, 1302, 2368]
kiifb-color-bar bbox=[341, 1852, 1490, 1858]
magenta-dot bbox=[730, 2355, 742, 2368]
box1-author: ■ ಗುರುರಾಜ ಗಂಟಿಹೊಳೆ, ಶಾಸಕರು, ಬೈಂದೂರು bbox=[875, 1213, 1037, 1225]
headline-rule bbox=[353, 711, 1484, 712]
group-of-people bbox=[388, 239, 895, 425]
divider bbox=[1298, 2269, 1484, 2270]
quote-icon: ❝ bbox=[1092, 1034, 1110, 1069]
donor-quote-title: ಅವರಿಗೊಂದು ಕನಸಿತ್ತು bbox=[1318, 734, 1418, 750]
hut-roof bbox=[594, 1042, 756, 1103]
brief-place: ಕಾಸರಗೋಡು: bbox=[69, 1062, 121, 1074]
brief-body: ■ ಕಾಸರಗೋಡು: ಕಾಸರಗೋಡು ತಾಲೂಕು ಅಭಿವೃದ್ಧಿ ಸಮಿತಿ ಸಭೆಯು ತಾಲೂಕು ಕಚೇರಿಯ ಸಮ್ಮೇಳನ ಸಭಾಂಗಣದಲ್ಲಿ ನಡೆಯಿತು. ಕುತ್ತಿಕೋಲು ಗ್ರಾಮ ಪಂಚಾಯತ್ ಅಧ್ಯಕ್ಷರು ಸಭೆಯ ಅಧ್ಯಕ್ಷತೆ ವಹಿಸಿದ್ದರು. ತಾಲೂಕಿನ ವಿವಿಧ ಅಭಿವೃದ್ಧಿ ಕಾಮಗಾರಿಗಳ ಪ್ರಗತಿಯನ್ನು ಪರಿಶೀಲಿಸಲಾಯಿತು. ಆಯಾ ಇಲಾಖೆಗಳು, ವಿವಿಧ ರಾಜಕೀಯ ಪಕ್ಷಗಳ ಪ್ರತಿನಿಧಿಗಳು, ತಾಲೂಕು ಮಟ್ಟದ ಅಧಿಕಾರಿಗಳು ಉಪಸ್ಥಿತರಿದ್ದರು. ವಿವಿಧ ಸಮಸ್ಯೆಗಳಿಗೆ ತಾಲೂಕು ಅಧಿಕಾರಿಗಳು ಸ್ಪಂದಿಸಿದರು. ಅಭಿವೃದ್ಧಿ ಸಮಿತಿ ಸಹ ಸಂಚಾಲಕ ಸ್ವಾಗತಿಸಿದರು. bbox=[46, 1062, 322, 1175]
shivapadi-body-col1: ■ ಉಡುಪಿ: ರುದ್ರ ದೇವರ ಅನುಗ್ರಹವಿದ್ದರೆ ಸರ್ವತೋಮುಖ ಅಭಿವೃದ್ಧಿ ಸಾಧ್ಯ. ರುದ್ರ ದೇವರು ಮನೋನಿಗ್ರಹಕಾರಕ. ಮನಸ್ಸನ್ನು ನಿಯಂತ್ರಣದಲ್ಲಿಟ್ಟರೆ ಜೀವನ ಸುಖಮಯವಾಗುತ್ತದೆ ಎಂದು ಪೇಜಾವರ ಮಠಾಧೀಶರು ಹೇಳಿದರು. ಶಿವಪಾಡಿ ಶ್ರೀ ಉಮಾಮಹೇಶ್ವರ ದೇವಸ್ಥಾನದಲ್ಲಿ ನಡೆದ ಶಿವಪಾಡಿ ವೈಭವ ಕಾರ್ಯಕ್ರಮದಲ್ಲಿ ಆಶೀರ್ವಚನ ನೀಡಿದರು. bbox=[341, 1489, 535, 1602]
brief-text: ಹೊಸತೋಟ ನಿವಾಸಿ ಶ್ರೀಧರ ಆಚಾರ್ಯ (69) ಅವರ ದೇಹವನ್ನು ಮೃತರ ಇಚ್ಛೆಯಂತೆ ಶ್ರೀ ಧರ್ಮಸ್ಥಳ ಮಂಜುನಾಥೇಶ್ವರ ಆಯುರ್ವೇದ ಮಹಾವಿದ್ಯಾಲಯದ ಶರೀರ ರಚನಾ ವಿಭಾಗಕ್ಕೆ ದೇಹದಾನ ಮಾಡಲಾಯಿತು. ದಾನ ಮಾಡುವಲ್ಲಿ ಸಹಕರಿಸಿದ ಕುಟುಂಬದವರಿಗೆ ಮಹಾವಿದ್ಯಾಲಯದ ಪ್ರಾಂಶುಪಾಲರು ಹಾಗೂ ವಿಭಾಗ ಮುಖ್ಯಸ್ಥರು ಕೃತಜ್ಞತೆ ಸಲ್ಲಿಸಿದರು. bbox=[46, 1416, 231, 1547]
shivapadi-body-col3: ಸಮಿತಿಯ ಸದಸ್ಯರು ಕಾರ್ಯಕ್ರಮ ನಿರೂಪಿಸಿದರು. ಪ್ರಮುಖರಾದ ಹಲವು ಗಣ್ಯರು ಉಪಸ್ಥಿತರಿದ್ದರು. ಬಳಿಕ ಯಕ್ಷಗಾನ ಪ್ರದರ್ಶನ ನಡೆಯಿತು. bbox=[739, 1645, 926, 1691]
box1-body: ಯಕ್ಷಗಾನ ಕಲಾರಂಗ ನಡೆಸುವ ಸಾಮಾಜಿಕ-ಶೈಕ್ಷಣಿಕ-ಕಲಾ ಸಂಬಂಧಿ ಕಾರ್ಯಕ್ರಮಗಳು ವಿಸ್ಮಯ ಮೂಡಿಸುತ್ತವೆ. ಅವರ ಶ್ರದ್ಧೆ, ಪರಿಶ್ರಮ, ಪಾರದರ್ಶಕತೆ, ಬದ್ಧತೆ ಅನುಕರಣೀಯ. bbox=[875, 1071, 1059, 1115]
box2-portrait bbox=[1092, 1110, 1153, 1195]
temple-visit-photo bbox=[341, 146, 945, 424]
shivapadi-sub: ಸಾಮೂಹಿಕ ಯೋಗ bbox=[935, 1486, 1022, 1502]
headline-rule bbox=[341, 1982, 1490, 1984]
brief-text: ಕಾಸರಗೋಡು ತಾಲೂಕು ಅಭಿವೃದ್ಧಿ ಸಮಿತಿ ಸಭೆಯು ತಾಲೂಕು ಕಚೇರಿಯ ಸಮ್ಮೇಳನ ಸಭಾಂಗಣದಲ್ಲಿ ನಡೆಯಿತು. ಕುತ್ತಿಕೋಲು ಗ್ರಾಮ ಪಂಚಾಯತ್ ಅಧ್ಯಕ್ಷರು ಸಭೆಯ ಅಧ್ಯಕ್ಷತೆ ವಹಿಸಿದ್ದರು. ತಾಲೂಕಿನ ವಿವಿಧ ಅಭಿವೃದ್ಧಿ ಕಾಮಗಾರಿಗಳ ಪ್ರಗತಿಯನ್ನು ಪರಿಶೀಲಿಸಲಾಯಿತು. ಆಯಾ ಇಲಾಖೆಗಳು, ವಿವಿಧ ರಾಜಕೀಯ ಪಕ್ಷಗಳ ಪ್ರತಿನಿಧಿಗಳು, ತಾಲೂಕು ಮಟ್ಟದ ಅಧಿಕಾರಿಗಳು ಉಪಸ್ಥಿತರಿದ್ದರು. ವಿವಿಧ ಸಮಸ್ಯೆಗಳಿಗೆ ತಾಲೂಕು ಅಧಿಕಾರಿಗಳು ಸ್ಪಂದಿಸಿದರು. ಅಭಿವೃದ್ಧಿ ಸಮಿತಿ ಸಹ ಸಂಚಾಲಕ ಸ್ವಾಗತಿಸಿದರು. bbox=[46, 1062, 322, 1175]
shivapadi-stage-photo bbox=[545, 1488, 926, 1634]
box2-author-text: ನಾರಾಯಣ ಶೇವಿರೆ, ಅಖಿಲ ಭಾರತೀಯ ಸಾಹಿತ್ಯ ಪರಿಷತ್ ರಾಜ್ಯ ಸಂಘಟನಾ ಕಾರ್ಯದರ್ಶಿ bbox=[1094, 1245, 1259, 1272]
black-dot bbox=[1321, 2355, 1333, 2368]
kalaranga-vismaya-box bbox=[780, 1033, 1080, 1262]
varghese-body-col2b: ಹೊಡೆದಿದ್ದಾರೆ ಎಂಬ ಶಂಕೆ ವ್ಯಕ್ತಪಡಿಸಿ ದೂರು ನೀಡಲಾಗಿತ್ತು. ಮರಣೋತ್ತರ ಪರೀಕ್ಷೆಯ ವರದಿ ಬಂದ ಬಳಿಕ ಕೊಲೆ ಎಂಬುದು ದೃಢಪಟ್ಟಿದೆ ಎಂದು ಪೊಲೀಸ್ ಮೂಲಗಳು ತಿಳಿಸಿವೆ. ಆರೋಪಿ ಎನ್ನಲಾದ ನೆರೆ ಮನೆಯ ವ್ಯಕ್ತಿ ತಲೆಮರೆಸಿಕೊಂಡಿದ್ದು, ಆತನ ಪತ್ತೆಗೆ ಪೊಲೀಸರು ವಿಶೇಷ ತಂಡ ರಚಿಸಿದ್ದಾರೆ. ವರ್ಗೀಸ್ ಅವರು ಪತ್ನಿ, ಪುತ್ರ, ಪುತ್ರಿ ಹಾಗೂ ಅಪಾರ ಬಂಧು ಮಿತ್ರರನ್ನು ಅಗಲಿದ್ದಾರೆ. ಈ ಬಗ್ಗೆ ಉಪ್ಪಿನಂಗಡಿ ಪೊಲೀಸ್ ಠಾಣೆಯಲ್ಲಿ ಪ್ರಕರಣ ದಾಖಲಾಗಿದ್ದು, ತನಿಖೆ ಮುಂದುವರಿದಿದೆ. bbox=[1332, 362, 1490, 560]
kirusuddi-label: ಕಿರುಸುದ್ದಿ bbox=[127, 190, 195, 217]
tender-body: ಕಿಫ್‌ಬಿ ನೇತೃತ್ವದಲ್ಲಿ ರಸ್ತೆಗಳು ಮತ್ತು ಸೇತುವೆಗಳ ವಿಭಾಗದಲ್ಲಿ ನಡೆಯುತ್ತಿರುವ ಕಾಮಗಾರಿಗಳಲ್ಲಿ ಪ್ರಮುಖವಾಗಿ ವಿಧಾನಸಭಾ ಕ್ಷೇತ್ರದ ಚೆರುವತ್ತೂರು - ಚೀಮೇನಿ ರಸ್ತೆ ಹಾಗೂ ಮಂಜೇಶ್ವರ ಕ್ಷೇತ್ರದ ಉಪ್ಪಳ - ಬಾಯಾರು - ಕನ್ಯಾನ ರಸ್ತೆ, ಕುಂಬಳೆ - ಮುಳ್ಳೇರಿಯ ರಸ್ತೆಗಳ ಕಾಮಗಾರಿಗಳು ಪ್ರಗತಿಯಲ್ಲಿವೆ. ಬಾಕಿ ಕಾಮಗಾರಿಗಳಿಗೆ ಟೆಂಡರ್ ಪ್ರಕ್ರಿಯೆ ನಡೆಯುತ್ತಿದೆ. ಚೆರುವತ್ತೂರು - ಚೀಮೇನಿ ರಸ್ತೆಯ ಅಭಿವೃದ್ಧಿಗೆ 324 ಕೋಟಿ ರೂ. ಅನುಮೋದನೆ ದೊರೆತಿದೆ. bbox=[1298, 2032, 1485, 2173]
donor-portrait bbox=[238, 1414, 321, 1514]
brief-text: ಕೃಷಿ ಕಾರ್ಮಿಕರ ಕಲ್ಯಾಣ ನಿಧಿಯ ಸದಸ್ಯರಾಗಿರುವ ಕಾರ್ಮಿಕರ ಮಕ್ಕಳಲ್ಲಿ 2025ರ ಉನ್ನತ ಶಿಕ್ಷಣ ಪರೀಕ್ಷೆಯಲ್ಲಿ ಹೆಚ್ಚಿನ ಅಂಕಗಳನ್ನು ಪಡೆದ ವಿದ್ಯಾರ್ಥಿಗಳ ವಿದ್ಯಾರ್ಥಿವೇತನಕ್ಕಾಗಿ ಅರ್ಜಿಗಳನ್ನು ಆಹ್ವಾನಿಸಲಾಗಿದೆ. ವೃತ್ತಿಪರ ಪದವಿ, ಸ್ನಾತಕೋತ್ತರ ಪದವಿ, ವೃತ್ತಿಪರ ಸ್ನಾತಕೋತ್ತರ ಪದವಿ, ಟಿಟಿಸಿ, ಐಟಿಐ, ಪಾಲಿಟೆಕ್ನಿಕ್, ಜನರಲ್ ನರ್ಸಿಂಗ್, ವೈದ್ಯಕೀಯ ವಿಭಾಗದ ಡಿಪ್ಲೊಮಾ ಕೋರ್ಸ್‌ಗಳಲ್ಲಿ ಮೊದಲ ಅವಕಾಶದಲ್ಲಿ ಉತ್ತೀರ್ಣರಾದ ವಿದ್ಯಾರ್ಥಿಗಳು ಅರ್ಜಿ ಸಲ್ಲಿಸಬಹುದು. ಅರ್ಜಿಯ ಅವಧಿಯು 2025ರ ಜನವರಿ 10ರಿಂದ ಜನವರಿ 31ರ ವರೆಗೆ ಲಭ್ಯವಿರುವ ಫಲಿತಾಂಶಗಳಾಗಿವೆ. ಅರ್ಜಿ ನಮೂನೆಯ ಮಾದರಿ ಮತ್ತು ಮಾಹಿತಿಯನ್ನು ವೆಬ್‌ಸೈಟ್‌ನಲ್ಲಿ ಲಭ್ಯವಿದೆ. ಅರ್ಜಿಗಳನ್ನು ಫೆ.16ರೊಳಗೆ ಸಲ್ಲಿಸಬೇಕು. ಫೆ.25ರ ವರೆಗೆ ಮುದ್ರಿತ ಪ್ರತಿಯನ್ನು ಸಂಬಂಧಪಟ್ಟ ಕಚೇರಿಯಲ್ಲಿ ಸಲ್ಲಿಸಬೇಕು. ಮಾಹಿತಿಗೆ 04672207731 ಸಂಪರ್ಕಿಸಬಹುದು. bbox=[46, 309, 321, 491]
stage-banner: ಶಿವಪಾಡಿ ಶ್ರೀ ಉಮಾಮಹೇಶ್ವರ ದೇವಸ್ಥಾನ bbox=[561, 1495, 912, 1521]
bhandogathi-text2: ಉಡುಪಿ ಜಿಲ್ಲೆಯ ಬೈಲೂರಿನ ನಿವಾಸಿ ವಿದ್ಯಾರ್ಥಿ ಕಾಲೇಜಿನಲ್ಲಿ ಓದುತ್ತಿದ್ದು, ಯಕ್ಷಗಾನದಲ್ಲಿ ಆಸಕ್ತಿ ಹೊಂದಿದ್ದಾನೆ. ಈತನ ಕುಟುಂಬ ಹಳೆಯ ಗುಡಿಸಲಿನಲ್ಲಿ ವಾಸವಿತ್ತು. ಮಳೆಗಾಲದಲ್ಲಿ ಸೋರುವ ಮನೆಯಲ್ಲಿ ಬದುಕುತ್ತಿದ್ದ ಕುಟುಂಬಕ್ಕೆ ಕಲಾರಂಗ ಆಸರೆಯಾಗಿದೆ. ವಿದ್ಯಾರ್ಥಿಯ ಪ್ರತಿಭೆ ಗುರುತಿಸಿದ ಸಂಸ್ಥೆ ಮನೆ ನಿರ್ಮಿಸಿಕೊಟ್ಟಿದೆ. ಕಾರ್ಯಕ್ರಮದಲ್ಲಿ ಗಣ್ಯರು ಶುಭ ಹಾರೈಸಿದರು. bbox=[353, 950, 565, 1063]
divider bbox=[46, 1565, 321, 1566]
yellow-dot bbox=[177, 2355, 189, 2368]
brief-body: ■ ಕಾಸರಗೋಡು: ಕೃಷಿ ಕಾರ್ಮಿಕರ ಕಲ್ಯಾಣ ನಿಧಿಯ ಸದಸ್ಯರಾಗಿರುವ ಕಾರ್ಮಿಕರ ಮಕ್ಕಳಲ್ಲಿ 2025ರ ಉನ್ನತ ಶಿಕ್ಷಣ ಪರೀಕ್ಷೆಯಲ್ಲಿ ಹೆಚ್ಚಿನ ಅಂಕಗಳನ್ನು ಪಡೆದ ವಿದ್ಯಾರ್ಥಿಗಳ ವಿದ್ಯಾರ್ಥಿವೇತನಕ್ಕಾಗಿ ಅರ್ಜಿಗಳನ್ನು ಆಹ್ವಾನಿಸಲಾಗಿದೆ. ವೃತ್ತಿಪರ ಪದವಿ, ಸ್ನಾತಕೋತ್ತರ ಪದವಿ, ವೃತ್ತಿಪರ ಸ್ನಾತಕೋತ್ತರ ಪದವಿ, ಟಿಟಿಸಿ, ಐಟಿಐ, ಪಾಲಿಟೆಕ್ನಿಕ್, ಜನರಲ್ ನರ್ಸಿಂಗ್, ವೈದ್ಯಕೀಯ ವಿಭಾಗದ ಡಿಪ್ಲೊಮಾ ಕೋರ್ಸ್‌ಗಳಲ್ಲಿ ಮೊದಲ ಅವಕಾಶದಲ್ಲಿ ಉತ್ತೀರ್ಣರಾದ ವಿದ್ಯಾರ್ಥಿಗಳು ಅರ್ಜಿ ಸಲ್ಲಿಸಬಹುದು. ಅರ್ಜಿಯ ಅವಧಿಯು 2025ರ ಜನವರಿ 10ರಿಂದ ಜನವರಿ 31ರ ವರೆಗೆ ಲಭ್ಯವಿರುವ ಫಲಿತಾಂಶಗಳಾಗಿವೆ. ಅರ್ಜಿ ನಮೂನೆಯ ಮಾದರಿ ಮತ್ತು ಮಾಹಿತಿಯನ್ನು ವೆಬ್‌ಸೈಟ್‌ನಲ್ಲಿ ಲಭ್ಯವಿದೆ. ಅರ್ಜಿಗಳನ್ನು ಫೆ.16ರೊಳಗೆ ಸಲ್ಲಿಸಬೇಕು. ಫೆ.25ರ ವರೆಗೆ ಮುದ್ರಿತ ಪ್ರತಿಯನ್ನು ಸಂಬಂಧಪಟ್ಟ ಕಚೇರಿಯಲ್ಲಿ ಸಲ್ಲಿಸಬೇಕು. ಮಾಹಿತಿಗೆ 04672207731 ಸಂಪರ್ಕಿಸಬಹುದು. bbox=[46, 309, 321, 491]
brief-title: ನುಡಿ ನಮನ bbox=[153, 2140, 231, 2163]
issue-date: 16 ಫೆಬ್ರವರಿ 2026 bbox=[1305, 91, 1414, 109]
bhandogathi-sub2: ಯಾರಿಗೀ ಈ ಮನೆ? bbox=[353, 1073, 433, 1087]
kiifb-body-col3: ಪೂರ್ಣಗೊಂಡ ಪ್ರಕರಣಗಳ ಪೈಕಿ ಕಾಞಂಗಾಡ್ ಕ್ಷೇತ್ರದ ಸೇತುವೆ 3.77 ಕೋಟಿ ರೂ. ವೆಚ್ಚದಲ್ಲಿ ಪೂರ್ಣಗೊಂಡಿದೆ. ತ್ರಿಕರಿಪುರ ಕ್ಷೇತ್ರದ ರಸ್ತೆ ಕಾಮಗಾರಿ ಸಹ ಪೂರ್ಣಗೊಂಡಿದೆ. bbox=[819, 2235, 1041, 2281]
cyan-dot bbox=[1275, 2355, 1287, 2368]
new-house-caption: ನೂತನ ಮನೆ ಭಂದೋಗತಿ ಉದ್ಘಾಟನೆಯ ವೇಳೆ ಹಲವು ಮಂದಿ ಗಣ್ಯರು ಪಾಲ್ಗೊಂಡಿದ್ದರು. bbox=[577, 1005, 902, 1019]
brief-body: ■ ಕುಂದಾಪುರ: ಶ್ರೀ ಕ್ಷೇತ್ರ ಧರ್ಮಸ್ಥಳ ಗ್ರಾಮಾಭಿವೃದ್ಧಿ ಯೋಜನೆ ಬಿ.ಸಿ.ಟ್ರಸ್ಟ್ ಕುಂದಾಪುರ ತಾಲೂಕಿನ ಯೋಜನಾ ಕಚೇರಿಯಲ್ಲಿ ಇತ್ತೀಚೆಗೆ ನಿಧನರಾದ ಡಾ.ಪದ್ಮಾವತಿ ಅಮ್ಮ ಅವರಿಗೆ ನುಡಿ ನಮನ ಕಾರ್ಯಕ್ರಮ ನಡೆಯಿತು. ಯೋಜನಾಧಿಕಾರಿ, ಸಿಬ್ಬಂದಿ ವರ್ಗದವರು, ಸ್ವಸಹಾಯ ಸಂಘಗಳ ಸದಸ್ಯರು ಉಪಸ್ಥಿತರಿದ್ದರು. ಮೌನ ಪ್ರಾರ್ಥನೆ ಸಲ್ಲಿಸಲಾಯಿತು. bbox=[46, 2175, 321, 2255]
bhandogathi-headline bbox=[353, 620, 1490, 705]
brief-text: ಶ್ರೀ ಕ್ಷೇತ್ರ ಧರ್ಮಸ್ಥಳ ಗ್ರಾಮಾಭಿವೃದ್ಧಿ ಯೋಜನೆ ಬಿ.ಸಿ.ಟ್ರಸ್ಟ್ ಕುಂದಾಪುರ ತಾಲೂಕಿನ ಯೋಜನಾ ಕಚೇರಿಯಲ್ಲಿ ಇತ್ತೀಚೆಗೆ ನಿಧನರಾದ ಡಾ.ಪದ್ಮಾವತಿ ಅಮ್ಮ ಅವರಿಗೆ ನುಡಿ ನಮನ ಕಾರ್ಯಕ್ರಮ ನಡೆಯಿತು. ಯೋಜನಾಧಿಕಾರಿ, ಸಿಬ್ಬಂದಿ ವರ್ಗದವರು, ಸ್ವಸಹಾಯ ಸಂಘಗಳ ಸದಸ್ಯರು ಉಪಸ್ಥಿತರಿದ್ದರು. ಮೌನ ಪ್ರಾರ್ಥನೆ ಸಲ್ಲಿಸಲಾಯಿತು. bbox=[46, 2175, 321, 2255]
box1-author-text: ಗುರುರಾಜ ಗಂಟಿಹೊಳೆ, ಶಾಸಕರು, ಬೈಂದೂರು bbox=[888, 1213, 1037, 1225]
masthead bbox=[0, 0, 1542, 146]
brief-text: ಶ್ರೀ ಚಿಟ್ಟೆಕಟ್ಟೆ ಪಕ್ಕ ಬೃಂದ ಕುಂಜಿಗುಡಿ ಸಾಲಿಗ್ರಾಮ ಇದರ ನೇತೃತ್ವದಲ್ಲಿ ನಡೆದ ಸಮಾರಂಭದಲ್ಲಿ ಹಿರಿಯ ಯಕ್ಷಗಾನ ಕಲಾವಿದ ಕೊಟ ಸುರೇಶ್ ಬಂಗೇರ ಅವರನ್ನು ಸನ್ಮಾನಿಸಲಾಯಿತು. ಯಕ್ಷಗಾನ ರಂಗದಲ್ಲಿ ಹಲವು ದಶಕಗಳ ಕಾಲ ಸೇವೆ ಸಲ್ಲಿಸಿದ ಅವರು ವಿವಿಧ ಮೇಳಗಳಲ್ಲಿ ತಿರುಗಾಟ ನಡೆಸಿದ್ದಾರೆ. ಕಾರ್ಯಕ್ರಮದಲ್ಲಿ ಮಂಡಳಿಯ ಅಧ್ಯಕ್ಷರು, ಪದಾಧಿಕಾರಿಗಳು, ಗಣ್ಯರು ಉಪಸ್ಥಿತರಿದ್ದರು. ಬಳಿಕ ಯಕ್ಷಗಾನ ಪ್ರದರ್ಶನ ನಡೆಯಿತು. ವೇದಿಕೆಯಲ್ಲಿ ಅಧಿಕಾರಿಗಳು ಉಪಸ್ಥಿತರಿದ್ದರು. bbox=[46, 1802, 322, 1899]
shivapadi-kicker: ಶಿವಪಾಡಿ ಉಮಾಮಹೇಶ್ವರ ದೇವಸ್ಥಾನದಲ್ಲಿ ಶಿವಪಾಡಿ ವೈಭವ | ಯಕ್ಷಗಾನ ಪ್ರದರ್ಶನ bbox=[341, 1377, 913, 1403]
donor-quote-box bbox=[1278, 725, 1484, 1021]
bhandogathi-body-col3b bbox=[780, 1271, 1080, 1348]
quote-icon: ❝ bbox=[1282, 726, 1301, 761]
new-house-photo bbox=[577, 725, 1269, 1000]
headline-red: ಭಂದೋಗತಿ bbox=[804, 628, 1027, 696]
brief-text: ಜೋಡಿಸ್ಥಾನ ಸೇವೆಗಳಿಗಾಗಿ ಸಹಭಾಗಿತ್ವದಲ್ಲಿ ಕಾರಡ್ಕ ಬ್ಲಾಕ್ ಪಂಚಾಯತ್ ಗ್ರಾಮ ಸಭೆ ನಡೆಯಿತು. ಉದ್ಘಾಟನೆಯನ್ನು ಬ್ಲಾಕ್ ಪಂಚಾಯತ್ ಅಧ್ಯಕ್ಷರು ನೆರವೇರಿಸಿದರು. ಬ್ಲಾಕ್ ಪಂಚಾಯತ್ ಉಪಾಧ್ಯಕ್ಷರು ಅಧ್ಯಕ್ಷತೆ ವಹಿಸಿದ್ದರು. ಸ್ಥಾಯಿ ಸಮಿತಿ ಅಧ್ಯಕ್ಷರು, ಸದಸ್ಯರು ಹಾಗೂ ಪಂಚಾಯತ್ ಅಧಿಕಾರಿಗಳು ಉಪಸ್ಥಿತರಿದ್ದರು. ವಿವಿಧ ಯೋಜನೆಗಳ ಕುರಿತು ಚರ್ಚಿಸಲಾಯಿತು. ಗ್ರಾಮ ಸಭೆಯಲ್ಲಿ ಸಾರ್ವಜನಿಕರು ತಮ್ಮ ಬೇಡಿಕೆಗಳನ್ನು ಮಂಡಿಸಿದರು. ಗ್ರಾಮ ಪಂಚಾಯತ್ ಅಧ್ಯಕ್ಷರುಗಳು, ಬ್ಲಾಕ್ ಪಂಚಾಯತ್ ಸದಸ್ಯರು ಮಾತನಾಡಿದರು. ಗ್ರಾಮ ಚರ್ಚೆಗಳನ್ನು ಹಮ್ಮಿಕೊಳ್ಳಲಾಯಿತು. bbox=[46, 690, 321, 821]
bhandogathi-col4-text: ಮನೆ ಹಸ್ತಾಂತರ ಸಮಾರಂಭದಲ್ಲಿ ಡಾ.ಶಾರದಾ ಎಂ., ಬೈಂದೂರು ಶಾಸಕ ಗುರುರಾಜ ಗಂಟಿಹೊಳೆ, ಅಖಿಲ ಭಾರತೀಯ ಸಾಹಿತ್ಯ ಪರಿಷತ್ತಿನ ರಾಜ್ಯ ಸಂಘಟನಾ ಕಾರ್ಯದರ್ಶಿ ನಾರಾಯಣ ಶೇವಿರೆ, ಯಕ್ಷಗಾನ ಕಲಾರಂಗದ ಅಧ್ಯಕ್ಷರು, ಕಾರ್ಯದರ್ಶಿ ಹಾಗೂ ಪದಾಧಿಕಾರಿಗಳು, ದಾನಿಗಳು, ಊರಿನ ಗಣ್ಯರು ಉಪಸ್ಥಿತರಿದ್ದರು. ಕಾರ್ಯಕ್ರಮವನ್ನು ಸಂಸ್ಥೆಯ ಸದಸ್ಯರು ನಿರೂಪಿಸಿದರು. ವಿದ್ಯಾರ್ಥಿಯ ಪೋಷಕರು ಸಂಸ್ಥೆಗೆ ಧನ್ಯವಾದ ಸಲ್ಲಿಸಿದರು. ಈ ಮನೆ ನಿರ್ಮಾಣದಲ್ಲಿ ಸಹಕರಿಸಿದ ಎಲ್ಲರನ್ನು ಗೌರವಿಸಲಾಯಿತು. bbox=[1286, 1053, 1484, 1217]
brief-place: ಮುಳ್ಳೇರಿಯ: bbox=[65, 690, 111, 702]
brief-place: ಕಾಸರಗೋಡು: bbox=[61, 309, 112, 322]
varghese-place: ಉಪ್ಪಿನಂಗಡಿ: bbox=[975, 263, 1021, 276]
donor-sharada-portrait bbox=[1282, 765, 1352, 849]
tender-foot: ಜೊತೆಗೆ 324 ಕೋಟಿ ರೂ. ಗಳ ಕಿಫ್‌ಬಿ ಮೊತ್ತದಲ್ಲಿ ವಿಧಾನಸಭಾ ಕ್ಷೇತ್ರದ ಯೋಜನೆಗಳ ನಿರ್ಮಾಣ ಕಾರ್ಯವೂ ಪ್ರಗತಿಯಲ್ಲಿದೆ. bbox=[1298, 2276, 1485, 2320]
